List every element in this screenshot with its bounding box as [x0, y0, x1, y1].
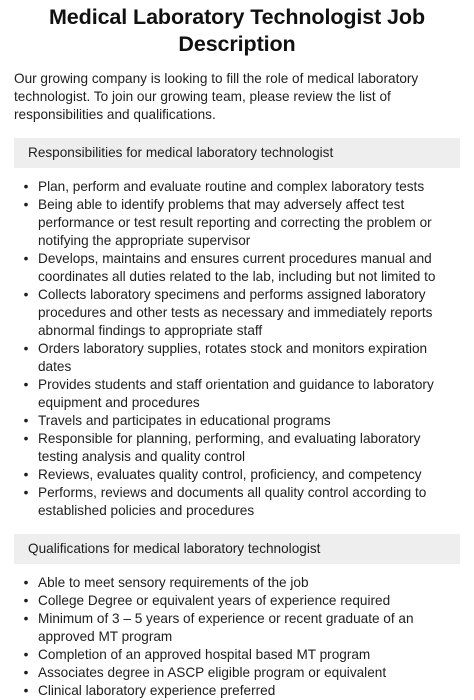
list-item: [23, 646, 460, 664]
qualifications-heading: Qualifications for medical laboratory technologist: [14, 534, 460, 564]
list-item: [23, 574, 460, 592]
bullet-icon: •: [23, 485, 29, 500]
bullet-icon: •: [23, 377, 29, 392]
list-item: [23, 664, 460, 682]
bullet-icon: •: [23, 431, 29, 446]
list-item-text: Associates degree in ASCP eligible program or equivalent: [38, 665, 387, 680]
list-item: [23, 682, 460, 700]
bullet-icon: •: [23, 611, 29, 626]
list-item-text: Responsible for planning, performing, and evaluating laboratory testing analysis and quality control: [38, 431, 421, 464]
list-item-text: Completion of an approved hospital based MT program: [38, 647, 371, 662]
list-item: [23, 250, 460, 286]
list-item-text: Able to meet sensory requirements of the job: [38, 575, 309, 590]
list-item: [23, 430, 460, 466]
bullet-icon: •: [23, 287, 29, 302]
bullet-icon: •: [23, 665, 29, 680]
list-item-text: Minimum of 3 – 5 years of experience or recent graduate of an approved MT program: [38, 611, 414, 644]
list-item-text: Orders laboratory supplies, rotates stock and monitors expiration dates: [38, 341, 428, 374]
list-item-text: Plan, perform and evaluate routine and complex laboratory tests: [38, 179, 425, 194]
intro-paragraph: Our growing company is looking to fill the role of medical laboratory technologist. To join our growing team, please review the list of responsibilities and qualifications.: [14, 71, 419, 122]
list-item: [23, 484, 460, 520]
responsibilities-list: [14, 178, 460, 520]
bullet-icon: •: [23, 251, 29, 266]
bullet-icon: •: [23, 467, 29, 482]
qualifications-list: [14, 574, 460, 700]
list-item-text: Reviews, evaluates quality control, proficiency, and competency: [38, 467, 422, 482]
bullet-icon: •: [23, 647, 29, 662]
list-item-text: College Degree or equivalent years of experience required: [38, 593, 391, 608]
list-item: [23, 610, 460, 646]
bullet-icon: •: [23, 683, 29, 698]
list-item: [23, 412, 460, 430]
bullet-icon: •: [23, 179, 29, 194]
list-item: [23, 340, 460, 376]
list-item: [23, 286, 460, 340]
bullet-icon: •: [23, 413, 29, 428]
list-item-text: Develops, maintains and ensures current procedures manual and coordinates all duties related to the lab, including but not limited to: [38, 251, 436, 284]
list-item-text: Collects laboratory specimens and performs assigned laboratory procedures and other tests as necessary and immediately reports abnormal findings to appropriate staff: [38, 287, 433, 338]
list-item-text: Travels and participates in educational programs: [38, 413, 331, 428]
list-item: [23, 376, 460, 412]
list-item: [23, 466, 460, 484]
list-item-text: Performs, reviews and documents all quality control according to established policies and procedures: [38, 485, 427, 518]
list-item: [23, 196, 460, 250]
list-item-text: Provides students and staff orientation and guidance to laboratory equipment and procedures: [38, 377, 434, 410]
bullet-icon: •: [23, 593, 29, 608]
bullet-icon: •: [23, 341, 29, 356]
list-item-text: Being able to identify problems that may adversely affect test performance or test result reporting and correcting the problem or notifying the appropriate supervisor: [38, 197, 432, 248]
bullet-icon: •: [23, 575, 29, 590]
page-title: Medical Laboratory Technologist Job Description: [49, 5, 425, 56]
list-item-text: Clinical laboratory experience preferred: [38, 683, 276, 698]
list-item: [23, 178, 460, 196]
responsibilities-heading: Responsibilities for medical laboratory technologist: [14, 138, 460, 168]
bullet-icon: •: [23, 197, 29, 212]
list-item: [23, 592, 460, 610]
